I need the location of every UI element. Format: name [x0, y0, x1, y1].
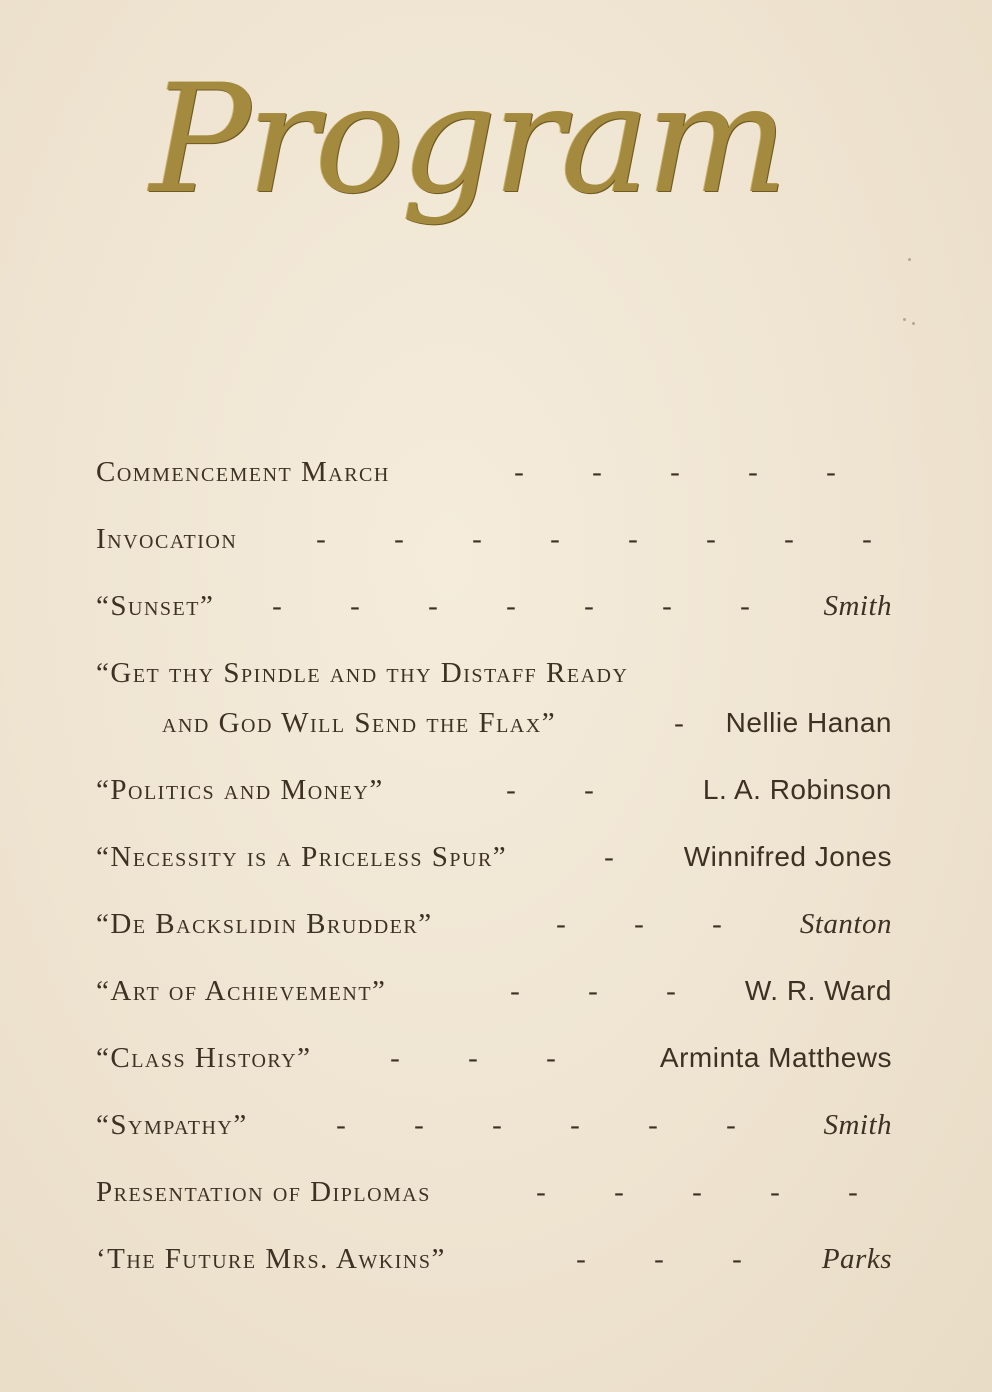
- program-item-author: L. A. Robinson: [702, 774, 892, 805]
- leader-dash: -: [472, 523, 482, 555]
- dot-leaders: [282, 523, 906, 556]
- leader-dash: -: [634, 908, 644, 940]
- program-list: [96, 446, 892, 1300]
- program-item-title: “Politics and Money”: [96, 774, 384, 806]
- program-item: [96, 647, 892, 764]
- program-item: [96, 764, 892, 831]
- dot-leaders: [522, 908, 756, 941]
- leader-dash: -: [390, 1042, 400, 1074]
- program-item-title: “De Backslidin Brudder”: [96, 908, 433, 940]
- program-item-composer: Stanton: [799, 908, 892, 940]
- paper-speck: [912, 322, 915, 325]
- leader-dash: -: [674, 707, 684, 739]
- leader-dash: -: [628, 523, 638, 555]
- leader-dash: -: [506, 774, 516, 806]
- program-item-title: Invocation: [96, 523, 238, 555]
- program-item-author: Winnifred Jones: [683, 841, 892, 872]
- leader-dash: -: [748, 456, 758, 488]
- leader-dash: -: [584, 774, 594, 806]
- leader-dash: -: [570, 1109, 580, 1141]
- program-item: [96, 513, 892, 580]
- program-item-composer: Parks: [821, 1243, 892, 1275]
- leader-dash: -: [576, 1243, 586, 1275]
- program-item-composer: Smith: [823, 1109, 892, 1141]
- leader-dash: -: [592, 456, 602, 488]
- program-item: [96, 1099, 892, 1166]
- program-item-author: W. R. Ward: [744, 975, 892, 1006]
- program-item: [96, 1032, 892, 1099]
- program-item: [96, 1166, 892, 1233]
- paper-speck: [908, 258, 911, 261]
- program-item-title: “Sympathy”: [96, 1109, 248, 1141]
- leader-dash: -: [506, 590, 516, 622]
- leader-dash: -: [726, 1109, 736, 1141]
- program-item: [96, 965, 892, 1032]
- leader-dash: -: [740, 590, 750, 622]
- program-item-title: “Art of Achievement”: [96, 975, 387, 1007]
- leader-dash: -: [732, 1243, 742, 1275]
- dot-leaders: [238, 590, 784, 623]
- program-item-title: “Sunset”: [96, 590, 215, 622]
- leader-dash: -: [706, 523, 716, 555]
- leader-dash: -: [662, 590, 672, 622]
- leader-dash: -: [692, 1176, 702, 1208]
- leader-dash: -: [648, 1109, 658, 1141]
- leader-dash: -: [666, 975, 676, 1007]
- dot-leaders: [480, 456, 870, 489]
- dot-leaders: [502, 1176, 892, 1209]
- program-item-title: ‘The Future Mrs. Awkins”: [96, 1243, 446, 1275]
- paper-speck: [903, 318, 906, 321]
- program-item: [96, 580, 892, 647]
- dot-leaders: [302, 1109, 770, 1142]
- leader-dash: -: [848, 1176, 858, 1208]
- leader-dash: -: [350, 590, 360, 622]
- program-item: [96, 831, 892, 898]
- leader-dash: -: [536, 1176, 546, 1208]
- leader-dash: -: [272, 590, 282, 622]
- leader-dash: -: [654, 1243, 664, 1275]
- leader-dash: -: [670, 456, 680, 488]
- leader-dash: -: [514, 456, 524, 488]
- program-item-title: “Class History”: [96, 1042, 312, 1074]
- leader-dash: -: [492, 1109, 502, 1141]
- leader-dash: -: [394, 523, 404, 555]
- program-item-composer: Smith: [823, 590, 892, 622]
- leader-dash: -: [604, 841, 614, 873]
- leader-dash: -: [584, 590, 594, 622]
- program-item-title: Commencement March: [96, 456, 390, 488]
- leader-dash: -: [588, 975, 598, 1007]
- leader-dash: -: [546, 1042, 556, 1074]
- leader-dash: -: [468, 1042, 478, 1074]
- program-item: [96, 446, 892, 513]
- program-item-title: Presentation of Diplomas: [96, 1176, 431, 1208]
- dot-leaders: [640, 707, 718, 740]
- leader-dash: -: [784, 523, 794, 555]
- leader-dash: -: [862, 523, 872, 555]
- dot-leaders: [476, 975, 710, 1008]
- leader-dash: -: [316, 523, 326, 555]
- dot-leaders: [542, 1243, 776, 1276]
- dot-leaders: [356, 1042, 590, 1075]
- dot-leaders: [570, 841, 648, 874]
- dot-leaders: [472, 774, 628, 807]
- program-item-author: Nellie Hanan: [725, 707, 892, 738]
- leader-dash: -: [712, 908, 722, 940]
- program-item-title: “Necessity is a Priceless Spur”: [96, 841, 508, 873]
- leader-dash: -: [428, 590, 438, 622]
- leader-dash: -: [336, 1109, 346, 1141]
- program-heading: Program: [150, 53, 785, 227]
- leader-dash: -: [510, 975, 520, 1007]
- leader-dash: -: [614, 1176, 624, 1208]
- leader-dash: -: [826, 456, 836, 488]
- leader-dash: -: [770, 1176, 780, 1208]
- leader-dash: -: [556, 908, 566, 940]
- program-item-title: “Get thy Spindle and thy Distaff Ready: [96, 657, 629, 689]
- program-item-title-continued: and God Will Send the Flax”: [162, 707, 557, 739]
- leader-dash: -: [550, 523, 560, 555]
- leader-dash: -: [414, 1109, 424, 1141]
- program-item: [96, 898, 892, 965]
- program-item-author: Arminta Matthews: [659, 1042, 892, 1073]
- program-item: [96, 1233, 892, 1300]
